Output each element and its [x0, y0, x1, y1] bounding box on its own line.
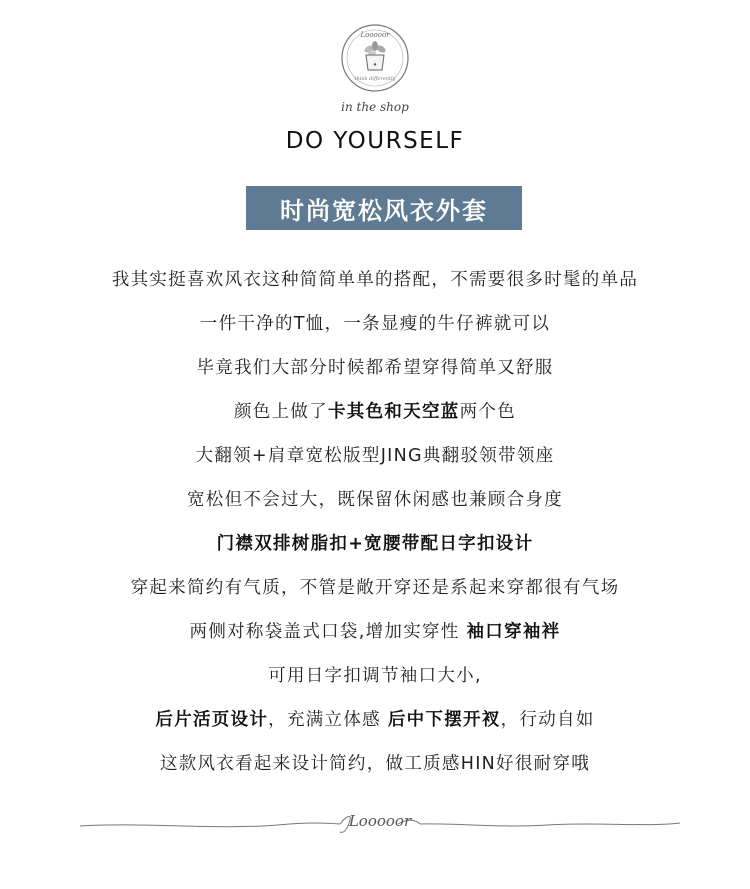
line-text: 毕竟我们大部分时候都希望穿得简单又舒服 — [196, 358, 554, 378]
description-line — [0, 522, 750, 566]
description-line — [0, 390, 750, 434]
line-text: 两侧对称袋盖式口袋,增加实穿性 — [189, 622, 467, 642]
page-title: 时尚宽松风衣外套 — [280, 196, 488, 225]
footer-divider — [78, 808, 682, 842]
logo-top-text: Looooor — [360, 31, 390, 39]
description-line — [0, 566, 750, 610]
line-text: 穿起来简约有气质，不管是敞开穿还是系起来穿都很有气场 — [130, 578, 620, 598]
line-text: 可用日字扣调节袖口大小, — [268, 666, 482, 686]
description-line — [0, 346, 750, 390]
line-text: ，行动自如 — [500, 710, 595, 730]
headline: DO YOURSELF — [285, 128, 465, 154]
svg-text:♦: ♦ — [372, 63, 378, 68]
description-line — [0, 302, 750, 346]
line-text: ，充满立体感 — [268, 710, 388, 730]
logo-bottom-text: think differently — [354, 76, 396, 82]
description-line — [0, 698, 750, 742]
footer-signature: Looooor — [348, 812, 412, 830]
line-text: 宽松但不会过大，既保留休闲感也兼顾合身度 — [187, 490, 563, 510]
tagline: in the shop — [341, 100, 409, 114]
line-text: 两个色 — [459, 402, 516, 422]
highlight-text: 门襟双排树脂扣+宽腰带配日字扣设计 — [216, 534, 534, 554]
line-text: 颜色上做了 — [233, 402, 328, 422]
title-banner — [246, 186, 522, 230]
highlight-text: 后片活页设计 — [155, 710, 269, 730]
description-line — [0, 610, 750, 654]
description-line — [0, 258, 750, 302]
highlight-text: 袖口穿袖袢 — [466, 622, 561, 642]
highlight-text: 后中下摆开衩 — [387, 710, 501, 730]
description-line — [0, 742, 750, 786]
line-text: 我其实挺喜欢风衣这种简简单单的搭配，不需要很多时髦的单品 — [111, 270, 639, 290]
description-line — [0, 654, 750, 698]
description-line — [0, 434, 750, 478]
description-lines — [0, 258, 750, 786]
line-text: 一件干净的T恤，一条显瘦的牛仔裤就可以 — [199, 314, 551, 334]
description-line — [0, 478, 750, 522]
brand-logo — [339, 22, 411, 94]
line-text: 大翻领+肩章宽松版型JING典翻驳领带领座 — [195, 446, 555, 466]
line-text: 这款风衣看起来设计简约，做工质感HIN好很耐穿哦 — [159, 754, 591, 774]
highlight-text: 卡其色和天空蓝 — [327, 402, 460, 422]
